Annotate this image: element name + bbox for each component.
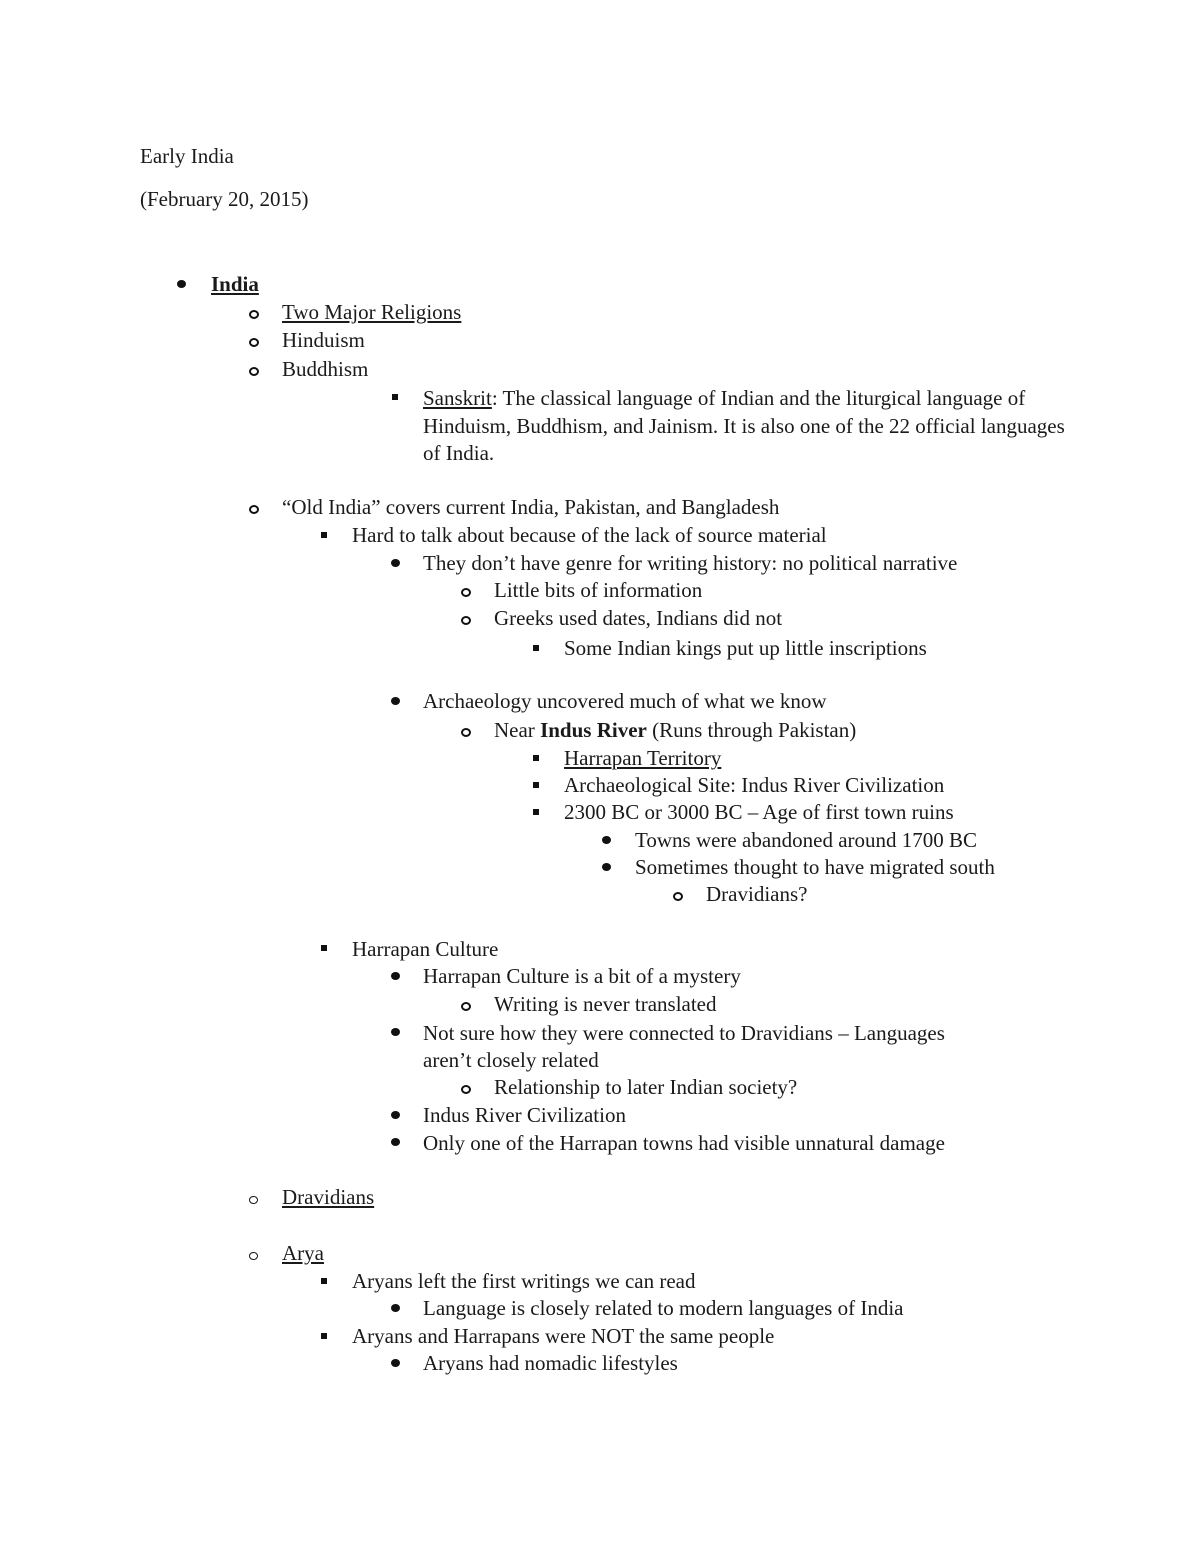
- item-archaeology: Archaeology uncovered much of what we know: [423, 689, 827, 713]
- item-archaeological-site: Archaeological Site: Indus River Civilization: [564, 773, 945, 797]
- item-age-of-ruins: 2300 BC or 3000 BC – Age of first town ruins: [564, 800, 954, 824]
- document-date: (February 20, 2015): [140, 187, 309, 211]
- item-first-writings: Aryans left the first writings we can read: [352, 1269, 696, 1293]
- term-indus-river: Indus River: [540, 718, 647, 742]
- item-harrapan-culture: Harrapan Culture: [352, 937, 499, 961]
- item-migrated-south: Sometimes thought to have migrated south: [635, 855, 995, 879]
- item-towns-abandoned: Towns were abandoned around 1700 BC: [635, 828, 978, 852]
- item-sanskrit: [423, 385, 1083, 468]
- item-not-sure-line-2: aren’t closely related: [423, 1048, 599, 1072]
- sanskrit-definition: : The classical language of Indian and the liturgical language of Hinduism, Buddhism, and Jainism. It is also one of the 22 official languages of India.: [423, 386, 1065, 465]
- item-mystery: Harrapan Culture is a bit of a mystery: [423, 964, 741, 988]
- item-inscriptions: Some Indian kings put up little inscriptions: [564, 636, 927, 660]
- item-not-sure-line-1: Not sure how they were connected to Dravidians – Languages: [423, 1021, 945, 1045]
- item-nomadic: Aryans had nomadic lifestyles: [423, 1351, 678, 1375]
- item-dravidians: Dravidians: [282, 1185, 375, 1209]
- term-sanskrit: Sanskrit: [423, 386, 492, 410]
- item-hinduism: Hinduism: [282, 328, 365, 352]
- item-unnatural-damage: Only one of the Harrapan towns had visible unnatural damage: [423, 1131, 945, 1155]
- item-never-translated: Writing is never translated: [494, 992, 717, 1016]
- item-no-genre: They don’t have genre for writing history: no political narrative: [423, 551, 958, 575]
- item-two-major-religions: Two Major Religions: [282, 300, 462, 324]
- item-not-same-people: Aryans and Harrapans were NOT the same people: [352, 1324, 775, 1348]
- item-old-india: “Old India” covers current India, Pakistan, and Bangladesh: [282, 495, 780, 519]
- item-buddhism: Buddhism: [282, 357, 369, 381]
- item-greeks-dates: Greeks used dates, Indians did not: [494, 606, 783, 630]
- item-little-bits: Little bits of information: [494, 578, 703, 602]
- heading-india: India: [211, 272, 259, 296]
- document-title: Early India: [140, 144, 234, 168]
- item-language-related: Language is closely related to modern languages of India: [423, 1296, 904, 1320]
- item-harrapan-territory: Harrapan Territory: [564, 746, 722, 770]
- item-dravidians-question: Dravidians?: [706, 882, 808, 906]
- item-near-indus-river: Near Indus River (Runs through Pakistan): [494, 718, 857, 742]
- item-arya: Arya: [282, 1241, 324, 1265]
- item-hard-to-talk: Hard to talk about because of the lack of source material: [352, 523, 827, 547]
- item-indus-civilization: Indus River Civilization: [423, 1103, 626, 1127]
- item-relationship: Relationship to later Indian society?: [494, 1075, 798, 1099]
